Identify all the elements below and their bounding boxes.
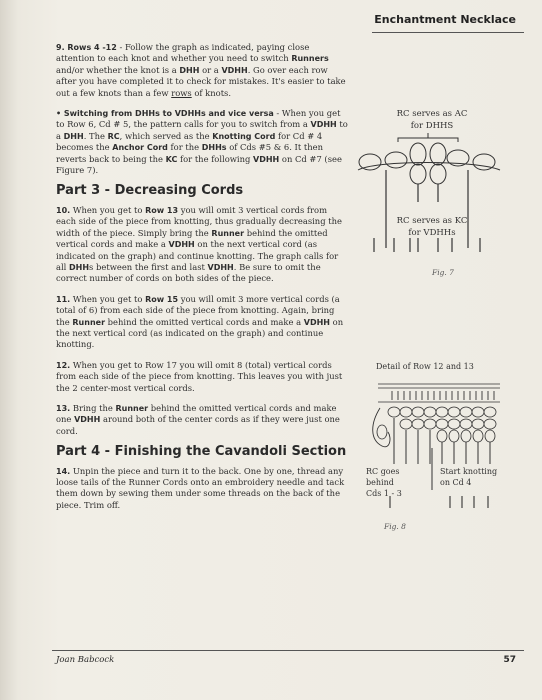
switching-note: • Switching from DHHs to VDHHs and vice versa - When you get to Row 6, Cd # 5, the pattern calls for you to switch from a VDHH to a DHH. The RC, which served as the Knotting Cord for Cd # 4 becomes the Anchor Cord for the DHHs of Cds #5 & 6. It then reverts back to being the KC for the following VDHH on Cd #7 (see Figure 7). bbox=[56, 108, 348, 176]
fig7-bottom-label: RC serves as KC for VDHHs bbox=[396, 216, 468, 238]
page-number: 57 bbox=[503, 655, 516, 665]
step-10: 10. When you get to Row 13 you will omit 3 vertical cords from each side of the piece from knotting, thus gradually decreasing the width of the piece. Simply bring the Runner behind the omitted vertical cords and make a VDHH on the next vertical cord (as indicated on the graph) and continue knotting. The graph calls for all DHHs between the first and last VDHH. Be sure to omit the correct number of cords on both sides of the piece. bbox=[56, 204, 342, 284]
footer-author: Joan Babcock bbox=[56, 655, 115, 665]
fig7-knot-diagram bbox=[356, 130, 502, 260]
step-14: 14. Unpin the piece and turn it to the back. One by one, thread any loose tails of the Runner Cords onto an embroidery needle and tack them down by sewing them under some threads on the back of the piece. Trim off. bbox=[56, 465, 345, 510]
header-rule bbox=[372, 32, 524, 33]
part4-heading: Part 4 - Finishing the Cavandoli Section bbox=[56, 444, 347, 460]
step-12: 12. When you get to Row 17 you will omit 8 (total) vertical cords from each side of the piece from knotting. This leaves you with just the 2 center-most vertical cords. bbox=[56, 359, 343, 393]
step-9: 9. Rows 4 -12 - Follow the graph as indicated, paying close attention to each knot and whether you need to switch Runners and/or whether the knot is a DHH or a VDHH. Go over each row after you have completed it to check for mistakes. It's easier to take out a few knots than a few rows of knots. bbox=[56, 42, 346, 98]
running-header: Enchantment Necklace bbox=[374, 13, 516, 26]
text-column bbox=[56, 42, 348, 520]
footer-rule bbox=[52, 650, 524, 651]
fig8-right-label: Start knotting on Cd 4 bbox=[440, 467, 498, 487]
step-11: 11. When you get to Row 15 you will omit 3 more vertical cords (a total of 6) from each side of the piece from knotting. Again, bring the Runner behind the omitted vertical cords and make a VDHH on the next vertical cord (as indicated on the graph) and continue knotting. bbox=[56, 293, 344, 350]
fig8-left-label: RC goes behind Cds 1 - 3 bbox=[366, 467, 402, 498]
step-13: 13. Bring the Runner behind the omitted vertical cords and make one VDHH around both of the center cords as if they were just one cord. bbox=[56, 402, 340, 436]
part3-heading: Part 3 - Decreasing Cords bbox=[56, 183, 244, 199]
fig7-caption: Fig. 7 bbox=[432, 268, 454, 277]
fig8-caption: Fig. 8 bbox=[384, 522, 406, 531]
fig7-top-label: RC serves as AC for DHHS bbox=[396, 109, 468, 131]
fig8-title: Detail of Row 12 and 13 bbox=[376, 362, 474, 371]
